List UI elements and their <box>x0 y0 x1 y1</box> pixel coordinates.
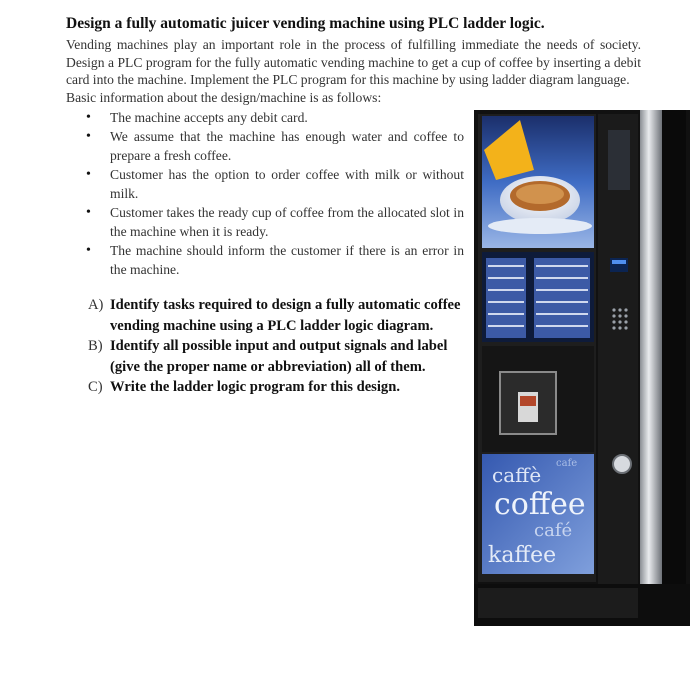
question-a: A) Identify tasks required to design a fully automatic coffee vending machine using a PLC ladder logic diagram. <box>88 297 461 334</box>
list-item: • The machine accepts any debit card. <box>86 110 308 126</box>
panel-word-cafe-small: cafe <box>556 458 578 469</box>
bullet-icon: • <box>86 167 91 183</box>
intro-paragraph: Vending machines play an important role in the process of fulfilling immediate the needs of society. Design a PLC program for the fully automatic vending machine to get a cup of coffee by inserting a debit card into the machine. Implement the PLC program for this machine by using ladder diagram language. <box>66 37 641 88</box>
list-item: • Customer has the option to order coffee with milk or without milk. <box>86 167 464 202</box>
panel-word-kaffee: kaffee <box>488 543 557 568</box>
requirements-list <box>66 108 464 279</box>
panel-word-cafe: café <box>534 520 573 541</box>
coin-button <box>613 455 631 473</box>
bullet-icon: • <box>86 205 91 221</box>
questions <box>66 295 466 398</box>
question-c: C) Write the ladder logic program for this design. <box>88 379 400 396</box>
bullet-icon: • <box>86 243 91 259</box>
page-title: Design a fully automatic juicer vending machine using PLC ladder logic. <box>66 15 545 32</box>
product-rows <box>486 258 590 338</box>
bullet-icon: • <box>86 129 91 145</box>
list-item: • We assume that the machine has enough water and coffee to prepare a fresh coffee. <box>86 129 464 164</box>
list-item: • The machine should inform the customer if there is an error in the machine. <box>86 243 464 278</box>
question-b: B) Identify all possible input and output signals and label (give the proper name or abbreviation) all of them. <box>88 338 448 375</box>
bullet-icon: • <box>86 110 91 126</box>
silver-rail <box>640 110 662 616</box>
vending-machine-image <box>474 110 690 626</box>
display-screen <box>608 130 630 190</box>
panel-word-caffe: caffè <box>492 463 542 487</box>
panel-word-coffee: coffee <box>494 487 586 522</box>
basic-info-heading: Basic information about the design/machine is as follows: <box>66 89 382 105</box>
list-item: • Customer takes the ready cup of coffee from the allocated slot in the machine when it is ready. <box>86 205 464 240</box>
